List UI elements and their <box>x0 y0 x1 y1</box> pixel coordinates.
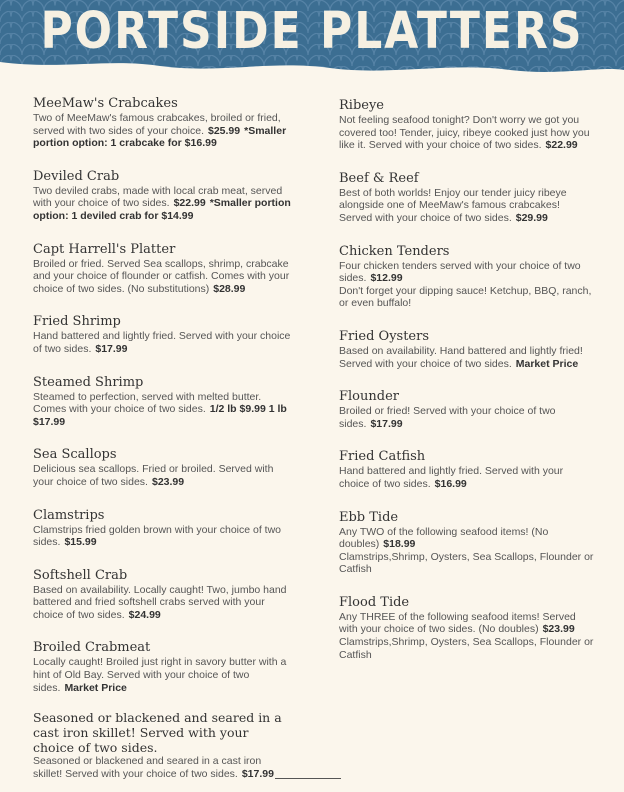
menu-item <box>339 171 595 225</box>
menu-item <box>33 568 293 622</box>
menu-item <box>33 169 293 223</box>
item-price: Market Price <box>64 681 127 694</box>
item-name: Beef & Reef <box>339 170 419 186</box>
item-price: $28.99 <box>213 282 246 295</box>
page-title: PORTSIDE PLATTERS <box>40 2 584 61</box>
item-description: Four chicken tenders served with your choice of two sides. $12.99 <box>339 259 581 285</box>
menu-column-right <box>339 96 595 661</box>
item-price: Market Price <box>515 357 579 370</box>
item-price: $18.99 <box>383 538 416 551</box>
item-name: Clamstrips <box>33 507 105 523</box>
item-price: 1/2 lb $9.99 1 lb $17.99 <box>33 403 287 428</box>
item-name: Fried Shrimp <box>33 314 121 330</box>
item-name: Fried Oysters <box>339 328 430 344</box>
item-price: $17.99 <box>95 342 128 355</box>
item-name: Flounder <box>339 389 399 405</box>
item-description: Not feeling seafood tonight? Don't worry we got you covered too! Tender, juicy, ribeye cooked just how you like it. Served with your choice of two sides. $22.99 <box>339 114 590 152</box>
item-price: $29.99 <box>515 211 548 224</box>
menu-item <box>339 329 595 370</box>
menu-item <box>339 98 595 152</box>
item-description: Two deviled crabs, made with local crab meat, served with your choice of two sides. $22.99 *Smaller portion option: 1 deviled crab for $14.99 <box>33 184 291 222</box>
menu-item <box>33 375 293 429</box>
menu-item <box>33 508 293 549</box>
menu-item <box>33 242 293 296</box>
item-description: Broiled or fried. Served Sea scallops, shrimp, crabcake and your choice of flounder or catfish. Comes with your choice of two sides. (No substitutions) $28.99 <box>33 257 290 295</box>
item-name: Fried Catfish <box>339 449 426 465</box>
header-banner <box>0 0 624 78</box>
item-description: Based on availability. Hand battered and lightly fried! Served with your choice of two sides. Market Price <box>339 344 583 370</box>
menu-item <box>339 449 595 490</box>
divider <box>275 778 341 779</box>
menu-item <box>33 640 293 694</box>
item-name: Deviled Crab <box>33 168 120 184</box>
item-price: $17.99 <box>370 417 403 430</box>
item-description: Based on availability. Locally caught! Two, jumbo hand battered and fried softshell crabs served with your choice of two sides. $24.99 <box>33 583 287 621</box>
menu-column-left <box>33 96 293 780</box>
item-price: $23.99 <box>151 475 185 488</box>
item-name: Seasoned or blackened and seared in a cast iron skillet! Served with your choice of two sides. <box>33 710 282 756</box>
item-description: Steamed to perfection, served with melted butter. Comes with your choice of two sides. 1/2 lb $9.99 1 lb $17.99 <box>33 390 287 428</box>
item-description: Broiled or fried! Served with your choice of two sides. $17.99 <box>339 405 556 430</box>
menu-item <box>33 96 293 150</box>
item-note: *Smaller portion option: 1 crabcake for $16.99 <box>33 124 287 150</box>
item-price: $25.99 <box>208 124 241 137</box>
item-name: Flood Tide <box>339 594 410 610</box>
menu-item <box>33 710 293 780</box>
item-name: Sea Scallops <box>33 447 117 463</box>
item-description: Two of MeeMaw's famous crabcakes, broiled or fried, served with two sides of your choice. $25.99 *Smaller portion option: 1 crabcake for $16.99 <box>33 112 287 150</box>
menu-item <box>339 389 595 430</box>
item-price: $15.99 <box>64 536 97 549</box>
item-name: Ribeye <box>339 98 384 113</box>
item-name: Ebb Tide <box>339 509 399 525</box>
item-name: MeeMaw's Crabcakes <box>33 96 178 111</box>
item-description: Locally caught! Broiled just right in savory butter with a hint of Old Bay. Served with your choice of two sides. Market Price <box>33 656 287 694</box>
item-description: Hand battered and lightly fried. Served with your choice of two sides. $16.99 <box>339 465 564 490</box>
menu-item <box>339 595 595 661</box>
menu-item <box>339 510 595 576</box>
item-extra: Clamstrips,Shrimp, Oysters, Sea Scallops, Flounder or Catfish <box>339 636 594 661</box>
item-price: $12.99 <box>370 272 403 285</box>
item-description: Clamstrips fried golden brown with your choice of two sides. $15.99 <box>33 523 282 549</box>
item-name: Capt Harrell's Platter <box>33 241 176 257</box>
item-name: Softshell Crab <box>33 567 128 583</box>
item-price: $16.99 <box>434 477 467 490</box>
item-description: Hand battered and lightly fried. Served with your choice of two sides. $17.99 <box>33 330 291 355</box>
item-price: $17.99 <box>241 767 274 780</box>
item-price: $23.99 <box>542 623 575 636</box>
item-name: Chicken Tenders <box>339 243 450 259</box>
menu-item <box>33 314 293 355</box>
item-extra: Don't forget your dipping sauce! Ketchup, BBQ, ranch, or even buffalo! <box>339 284 592 310</box>
menu-item <box>33 447 293 488</box>
menu-item <box>339 244 595 310</box>
item-name: Steamed Shrimp <box>33 374 144 390</box>
item-description: Any TWO of the following seafood items! (No doubles) $18.99 <box>339 525 549 551</box>
item-description: Best of both worlds! Enjoy our tender juicy ribeye alongside one of MeeMaw's famous crabcakes! Served with your choice of two sides. $29.99 <box>339 186 567 224</box>
item-description: Any THREE of the following seafood items! Served with your choice of two sides. (No doubles) $23.99 <box>339 610 576 636</box>
item-price: $22.99 <box>173 197 206 210</box>
item-price: $24.99 <box>128 608 161 621</box>
item-price: $22.99 <box>545 139 578 152</box>
item-extra: Clamstrips,Shrimp, Oysters, Sea Scallops, Flounder or Catfish <box>339 550 594 576</box>
item-name: Broiled Crabmeat <box>33 640 151 656</box>
item-description: Seasoned or blackened and seared in a cast iron skillet! Served with your choice of two sides. $17.99 <box>33 755 274 780</box>
item-description: Delicious sea scallops. Fried or broiled. Served with your choice of two sides. $23.99 <box>33 463 274 488</box>
item-note: *Smaller portion option: 1 deviled crab for $14.99 <box>33 197 291 222</box>
